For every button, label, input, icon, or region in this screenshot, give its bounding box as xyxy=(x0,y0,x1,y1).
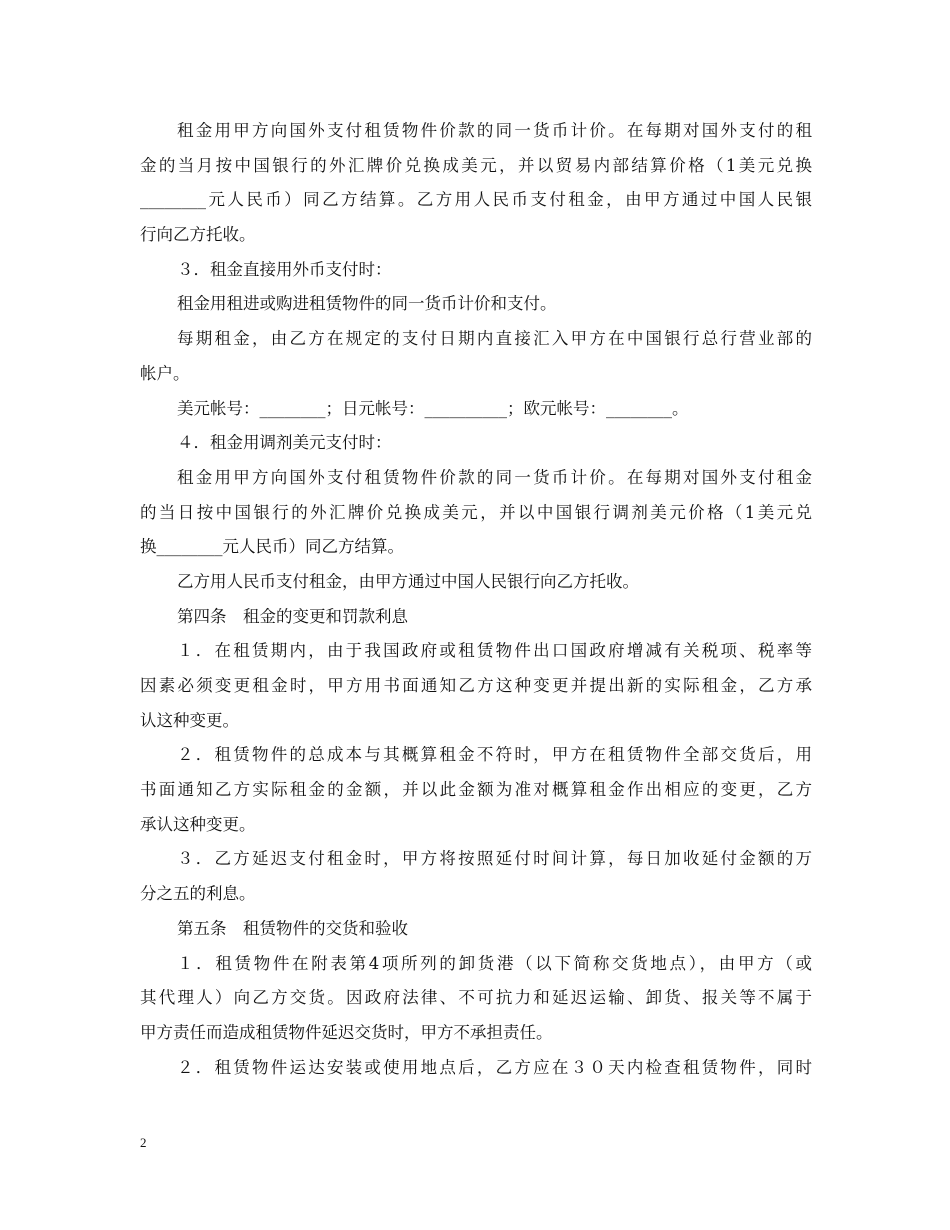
paragraph-line: 的当日按中国银行的外汇牌价兑换成美元，并以中国银行调剂美元价格（1美元兑 xyxy=(140,502,812,522)
paragraph-line: ２．租赁物件的总成本与其概算租金不符时，甲方在租赁物件全部交货后，用 xyxy=(177,745,812,765)
paragraph-line: 租金用甲方向国外支付租赁物件价款的同一货币计价。在每期对国外支付的租 xyxy=(177,121,812,140)
paragraph-line: 乙方用人民币支付租金，由甲方通过中国人民银行向乙方托收。 xyxy=(177,571,639,591)
paragraph-line: 换________元人民币）同乙方结算。 xyxy=(140,537,404,557)
paragraph-line: 承认这种变更。 xyxy=(140,814,256,834)
paragraph-line: 认这种变更。 xyxy=(140,710,239,730)
account-numbers-line: 美元帐号：________；日元帐号：__________；欧元帐号：________。 xyxy=(177,398,689,418)
paragraph-line: 因素必须变更租金时，甲方用书面通知乙方这种变更并提出新的实际租金，乙方承 xyxy=(140,676,812,695)
paragraph-line: １．在租赁期内，由于我国政府或租赁物件出口国政府增减有关税项、税率等 xyxy=(177,641,812,661)
page-number: 2 xyxy=(140,1135,147,1150)
document-body xyxy=(140,114,812,1085)
paragraph-line: 甲方责任而造成租赁物件延迟交货时，甲方不承担责任。 xyxy=(140,1022,553,1042)
paragraph-line: 租金用甲方向国外支付租赁物件价款的同一货币计价。在每期对国外支付租金 xyxy=(177,467,812,487)
clause-heading: ４．租金用调剂美元支付时： xyxy=(177,433,392,453)
article-heading: 第五条 租赁物件的交货和验收 xyxy=(177,918,408,938)
paragraph-line: ３．乙方延迟支付租金时，甲方将按照延付时间计算，每日加收延付金额的万 xyxy=(177,849,812,869)
paragraph-line: １．租赁物件在附表第4项所列的卸货港（以下简称交货地点），由甲方（或 xyxy=(177,953,812,973)
paragraph-line: 帐户。 xyxy=(140,363,190,383)
paragraph-line: 租金用租进或购进租赁物件的同一货币计价和支付。 xyxy=(177,294,557,314)
paragraph-line: 每期租金，由乙方在规定的支付日期内直接汇入甲方在中国银行总行营业部的 xyxy=(177,329,812,349)
paragraph-line: 金的当月按中国银行的外汇牌价兑换成美元，并以贸易内部结算价格（1美元兑换 xyxy=(140,155,812,175)
paragraph-line: 行向乙方托收。 xyxy=(140,225,256,245)
paragraph-line: ________元人民币）同乙方结算。乙方用人民币支付租金，由甲方通过中国人民银 xyxy=(140,190,812,210)
clause-heading: ３．租金直接用外币支付时： xyxy=(177,259,392,279)
article-heading: 第四条 租金的变更和罚款利息 xyxy=(177,606,408,626)
paragraph-line: 书面通知乙方实际租金的金额，并以此金额为准对概算租金作出相应的变更，乙方 xyxy=(140,780,812,800)
paragraph-line: ２．租赁物件运达安装或使用地点后，乙方应在３０天内检查租赁物件，同时 xyxy=(177,1057,812,1077)
paragraph-line: 其代理人）向乙方交货。因政府法律、不可抗力和延迟运输、卸货、报关等不属于 xyxy=(140,988,812,1008)
paragraph-line: 分之五的利息。 xyxy=(140,884,256,904)
